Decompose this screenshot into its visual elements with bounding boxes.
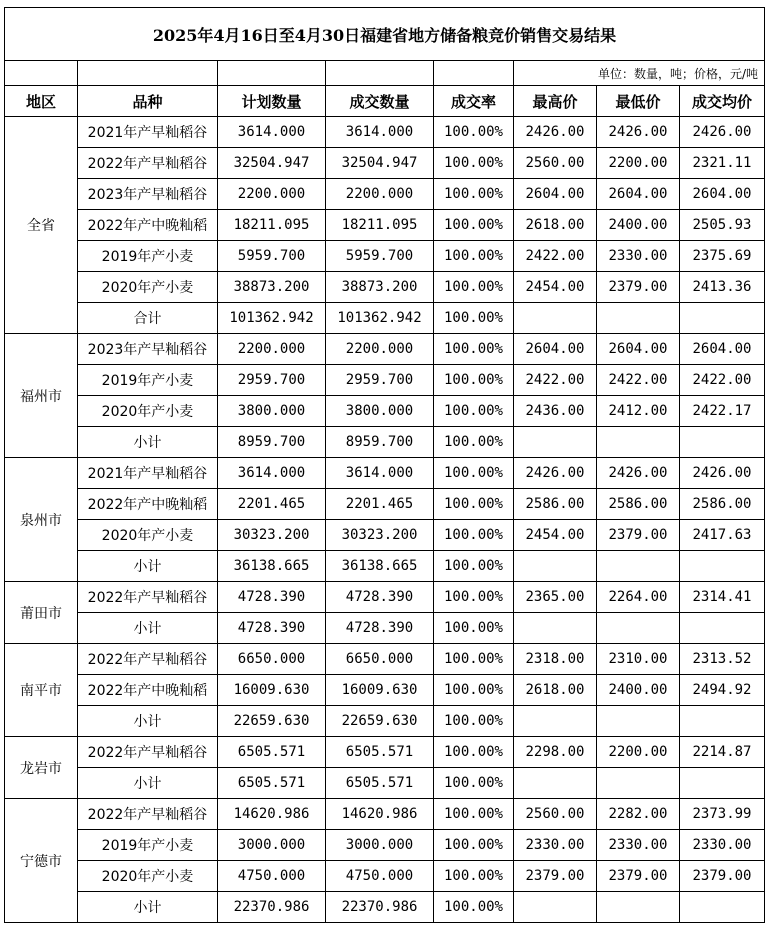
planned-qty-cell: 2200.000 xyxy=(218,179,326,210)
min-price-cell xyxy=(597,892,680,923)
deal-rate-cell: 100.00% xyxy=(434,489,514,520)
deal-qty-cell: 6650.000 xyxy=(326,644,434,675)
avg-price-cell xyxy=(680,303,765,334)
deal-rate-cell: 100.00% xyxy=(434,582,514,613)
deal-qty-cell: 3000.000 xyxy=(326,830,434,861)
avg-price-cell: 2604.00 xyxy=(680,179,765,210)
table-row xyxy=(5,148,765,179)
variety-cell: 小计 xyxy=(78,768,218,799)
min-price-cell: 2200.00 xyxy=(597,148,680,179)
min-price-cell: 2379.00 xyxy=(597,272,680,303)
deal-rate-cell: 100.00% xyxy=(434,148,514,179)
variety-cell: 2023年产早籼稻谷 xyxy=(78,334,218,365)
planned-qty-cell: 3800.000 xyxy=(218,396,326,427)
avg-price-cell xyxy=(680,551,765,582)
deal-qty-cell: 14620.986 xyxy=(326,799,434,830)
deal-qty-cell: 30323.200 xyxy=(326,520,434,551)
deal-rate-cell: 100.00% xyxy=(434,117,514,148)
min-price-cell: 2586.00 xyxy=(597,489,680,520)
deal-rate-cell: 100.00% xyxy=(434,644,514,675)
planned-qty-cell: 22659.630 xyxy=(218,706,326,737)
max-price-cell: 2560.00 xyxy=(514,148,597,179)
blank-cell xyxy=(218,61,326,86)
avg-price-cell: 2494.92 xyxy=(680,675,765,706)
min-price-cell: 2264.00 xyxy=(597,582,680,613)
deal-qty-cell: 8959.700 xyxy=(326,427,434,458)
planned-qty-cell: 14620.986 xyxy=(218,799,326,830)
deal-rate-cell: 100.00% xyxy=(434,365,514,396)
planned-qty-cell: 18211.095 xyxy=(218,210,326,241)
max-price-cell: 2426.00 xyxy=(514,117,597,148)
header-deal-qty: 成交数量 xyxy=(326,86,434,117)
avg-price-cell: 2313.52 xyxy=(680,644,765,675)
deal-rate-cell: 100.00% xyxy=(434,241,514,272)
min-price-cell xyxy=(597,768,680,799)
results-table xyxy=(4,7,765,923)
max-price-cell: 2379.00 xyxy=(514,861,597,892)
title-row xyxy=(5,8,765,61)
blank-cell xyxy=(78,61,218,86)
min-price-cell xyxy=(597,427,680,458)
planned-qty-cell: 101362.942 xyxy=(218,303,326,334)
min-price-cell: 2426.00 xyxy=(597,458,680,489)
deal-rate-cell: 100.00% xyxy=(434,334,514,365)
avg-price-cell: 2330.00 xyxy=(680,830,765,861)
max-price-cell xyxy=(514,613,597,644)
max-price-cell: 2618.00 xyxy=(514,675,597,706)
deal-rate-cell: 100.00% xyxy=(434,272,514,303)
deal-qty-cell: 3614.000 xyxy=(326,458,434,489)
table-row xyxy=(5,117,765,148)
table-row xyxy=(5,892,765,923)
min-price-cell xyxy=(597,706,680,737)
header-row xyxy=(5,86,765,117)
deal-qty-cell: 4728.390 xyxy=(326,582,434,613)
variety-cell: 2022年产早籼稻谷 xyxy=(78,582,218,613)
planned-qty-cell: 4728.390 xyxy=(218,613,326,644)
min-price-cell: 2426.00 xyxy=(597,117,680,148)
table-row xyxy=(5,737,765,768)
planned-qty-cell: 5959.700 xyxy=(218,241,326,272)
unit-note: 单位：数量，吨；价格，元/吨 xyxy=(514,61,765,86)
avg-price-cell xyxy=(680,706,765,737)
variety-cell: 2019年产小麦 xyxy=(78,241,218,272)
variety-cell: 2023年产早籼稻谷 xyxy=(78,179,218,210)
variety-cell: 2019年产小麦 xyxy=(78,365,218,396)
blank-cell xyxy=(434,61,514,86)
min-price-cell: 2310.00 xyxy=(597,644,680,675)
avg-price-cell: 2379.00 xyxy=(680,861,765,892)
header-deal-rate: 成交率 xyxy=(434,86,514,117)
header-planned-qty: 计划数量 xyxy=(218,86,326,117)
deal-rate-cell: 100.00% xyxy=(434,799,514,830)
deal-rate-cell: 100.00% xyxy=(434,179,514,210)
deal-rate-cell: 100.00% xyxy=(434,427,514,458)
blank-cell xyxy=(326,61,434,86)
min-price-cell: 2200.00 xyxy=(597,737,680,768)
deal-rate-cell: 100.00% xyxy=(434,396,514,427)
blank-cell xyxy=(5,61,78,86)
avg-price-cell: 2417.63 xyxy=(680,520,765,551)
avg-price-cell: 2422.00 xyxy=(680,365,765,396)
variety-cell: 小计 xyxy=(78,892,218,923)
min-price-cell: 2400.00 xyxy=(597,675,680,706)
deal-qty-cell: 22659.630 xyxy=(326,706,434,737)
deal-qty-cell: 2201.465 xyxy=(326,489,434,520)
min-price-cell: 2604.00 xyxy=(597,334,680,365)
deal-rate-cell: 100.00% xyxy=(434,613,514,644)
deal-qty-cell: 38873.200 xyxy=(326,272,434,303)
max-price-cell: 2422.00 xyxy=(514,241,597,272)
deal-rate-cell: 100.00% xyxy=(434,768,514,799)
deal-rate-cell: 100.00% xyxy=(434,303,514,334)
deal-qty-cell: 5959.700 xyxy=(326,241,434,272)
table-row xyxy=(5,489,765,520)
max-price-cell: 2365.00 xyxy=(514,582,597,613)
table-row xyxy=(5,179,765,210)
page-title: 2025年4月16日至4月30日福建省地方储备粮竞价销售交易结果 xyxy=(5,8,765,61)
min-price-cell xyxy=(597,613,680,644)
avg-price-cell: 2604.00 xyxy=(680,334,765,365)
table-row xyxy=(5,272,765,303)
max-price-cell xyxy=(514,303,597,334)
max-price-cell: 2436.00 xyxy=(514,396,597,427)
planned-qty-cell: 6505.571 xyxy=(218,737,326,768)
table-row xyxy=(5,675,765,706)
variety-cell: 2022年产早籼稻谷 xyxy=(78,799,218,830)
variety-cell: 2020年产小麦 xyxy=(78,861,218,892)
variety-cell: 2020年产小麦 xyxy=(78,272,218,303)
variety-cell: 2022年产中晚籼稻 xyxy=(78,210,218,241)
variety-cell: 2020年产小麦 xyxy=(78,520,218,551)
deal-qty-cell: 3614.000 xyxy=(326,117,434,148)
planned-qty-cell: 38873.200 xyxy=(218,272,326,303)
planned-qty-cell: 3614.000 xyxy=(218,117,326,148)
min-price-cell xyxy=(597,551,680,582)
variety-cell: 2022年产中晚籼稻 xyxy=(78,675,218,706)
max-price-cell: 2604.00 xyxy=(514,179,597,210)
variety-cell: 小计 xyxy=(78,551,218,582)
variety-cell: 2022年产早籼稻谷 xyxy=(78,148,218,179)
region-cell: 福州市 xyxy=(5,334,78,458)
max-price-cell: 2318.00 xyxy=(514,644,597,675)
table-row xyxy=(5,861,765,892)
planned-qty-cell: 22370.986 xyxy=(218,892,326,923)
avg-price-cell: 2426.00 xyxy=(680,458,765,489)
min-price-cell: 2400.00 xyxy=(597,210,680,241)
header-min-price: 最低价 xyxy=(597,86,680,117)
avg-price-cell xyxy=(680,892,765,923)
variety-cell: 合计 xyxy=(78,303,218,334)
min-price-cell: 2330.00 xyxy=(597,241,680,272)
min-price-cell: 2412.00 xyxy=(597,396,680,427)
table-row xyxy=(5,241,765,272)
avg-price-cell: 2314.41 xyxy=(680,582,765,613)
region-cell: 泉州市 xyxy=(5,458,78,582)
deal-qty-cell: 101362.942 xyxy=(326,303,434,334)
min-price-cell: 2379.00 xyxy=(597,520,680,551)
table-row xyxy=(5,520,765,551)
region-cell: 龙岩市 xyxy=(5,737,78,799)
max-price-cell: 2604.00 xyxy=(514,334,597,365)
table-row xyxy=(5,210,765,241)
region-cell: 莆田市 xyxy=(5,582,78,644)
region-cell: 南平市 xyxy=(5,644,78,737)
planned-qty-cell: 2959.700 xyxy=(218,365,326,396)
avg-price-cell xyxy=(680,427,765,458)
max-price-cell xyxy=(514,892,597,923)
max-price-cell: 2560.00 xyxy=(514,799,597,830)
region-cell: 全省 xyxy=(5,117,78,334)
table-row xyxy=(5,396,765,427)
variety-cell: 小计 xyxy=(78,613,218,644)
max-price-cell: 2330.00 xyxy=(514,830,597,861)
variety-cell: 2022年产早籼稻谷 xyxy=(78,737,218,768)
max-price-cell: 2454.00 xyxy=(514,272,597,303)
planned-qty-cell: 36138.665 xyxy=(218,551,326,582)
max-price-cell xyxy=(514,706,597,737)
variety-cell: 2022年产中晚籼稻 xyxy=(78,489,218,520)
deal-qty-cell: 36138.665 xyxy=(326,551,434,582)
deal-qty-cell: 4750.000 xyxy=(326,861,434,892)
min-price-cell: 2604.00 xyxy=(597,179,680,210)
table-row xyxy=(5,799,765,830)
table-row xyxy=(5,582,765,613)
deal-rate-cell: 100.00% xyxy=(434,830,514,861)
planned-qty-cell: 16009.630 xyxy=(218,675,326,706)
variety-cell: 2021年产早籼稻谷 xyxy=(78,117,218,148)
planned-qty-cell: 6650.000 xyxy=(218,644,326,675)
deal-qty-cell: 2200.000 xyxy=(326,334,434,365)
deal-qty-cell: 32504.947 xyxy=(326,148,434,179)
table-row xyxy=(5,644,765,675)
table-row xyxy=(5,830,765,861)
planned-qty-cell: 4728.390 xyxy=(218,582,326,613)
avg-price-cell: 2214.87 xyxy=(680,737,765,768)
deal-rate-cell: 100.00% xyxy=(434,210,514,241)
min-price-cell xyxy=(597,303,680,334)
deal-rate-cell: 100.00% xyxy=(434,892,514,923)
avg-price-cell: 2321.11 xyxy=(680,148,765,179)
header-region: 地区 xyxy=(5,86,78,117)
table-row xyxy=(5,365,765,396)
deal-qty-cell: 4728.390 xyxy=(326,613,434,644)
planned-qty-cell: 3000.000 xyxy=(218,830,326,861)
deal-rate-cell: 100.00% xyxy=(434,861,514,892)
unit-row xyxy=(5,61,765,86)
deal-rate-cell: 100.00% xyxy=(434,737,514,768)
table-row xyxy=(5,427,765,458)
variety-cell: 2022年产早籼稻谷 xyxy=(78,644,218,675)
header-avg-price: 成交均价 xyxy=(680,86,765,117)
variety-cell: 2019年产小麦 xyxy=(78,830,218,861)
max-price-cell: 2586.00 xyxy=(514,489,597,520)
avg-price-cell: 2373.99 xyxy=(680,799,765,830)
table-row xyxy=(5,613,765,644)
table-row xyxy=(5,303,765,334)
deal-qty-cell: 2200.000 xyxy=(326,179,434,210)
variety-cell: 2020年产小麦 xyxy=(78,396,218,427)
min-price-cell: 2422.00 xyxy=(597,365,680,396)
avg-price-cell: 2375.69 xyxy=(680,241,765,272)
variety-cell: 小计 xyxy=(78,427,218,458)
deal-qty-cell: 18211.095 xyxy=(326,210,434,241)
header-variety: 品种 xyxy=(78,86,218,117)
min-price-cell: 2330.00 xyxy=(597,830,680,861)
table-row xyxy=(5,706,765,737)
min-price-cell: 2282.00 xyxy=(597,799,680,830)
max-price-cell: 2426.00 xyxy=(514,458,597,489)
planned-qty-cell: 32504.947 xyxy=(218,148,326,179)
variety-cell: 小计 xyxy=(78,706,218,737)
max-price-cell xyxy=(514,427,597,458)
planned-qty-cell: 3614.000 xyxy=(218,458,326,489)
table-row xyxy=(5,458,765,489)
max-price-cell: 2298.00 xyxy=(514,737,597,768)
deal-rate-cell: 100.00% xyxy=(434,706,514,737)
max-price-cell xyxy=(514,768,597,799)
deal-qty-cell: 3800.000 xyxy=(326,396,434,427)
deal-rate-cell: 100.00% xyxy=(434,675,514,706)
avg-price-cell xyxy=(680,613,765,644)
deal-qty-cell: 16009.630 xyxy=(326,675,434,706)
region-cell: 宁德市 xyxy=(5,799,78,923)
avg-price-cell: 2505.93 xyxy=(680,210,765,241)
planned-qty-cell: 8959.700 xyxy=(218,427,326,458)
variety-cell: 2021年产早籼稻谷 xyxy=(78,458,218,489)
max-price-cell xyxy=(514,551,597,582)
deal-rate-cell: 100.00% xyxy=(434,551,514,582)
avg-price-cell: 2426.00 xyxy=(680,117,765,148)
max-price-cell: 2618.00 xyxy=(514,210,597,241)
avg-price-cell: 2586.00 xyxy=(680,489,765,520)
deal-rate-cell: 100.00% xyxy=(434,520,514,551)
table-row xyxy=(5,334,765,365)
min-price-cell: 2379.00 xyxy=(597,861,680,892)
table-row xyxy=(5,768,765,799)
deal-qty-cell: 2959.700 xyxy=(326,365,434,396)
deal-rate-cell: 100.00% xyxy=(434,458,514,489)
header-max-price: 最高价 xyxy=(514,86,597,117)
avg-price-cell: 2413.36 xyxy=(680,272,765,303)
avg-price-cell xyxy=(680,768,765,799)
avg-price-cell: 2422.17 xyxy=(680,396,765,427)
planned-qty-cell: 30323.200 xyxy=(218,520,326,551)
max-price-cell: 2422.00 xyxy=(514,365,597,396)
max-price-cell: 2454.00 xyxy=(514,520,597,551)
table-row xyxy=(5,551,765,582)
planned-qty-cell: 6505.571 xyxy=(218,768,326,799)
deal-qty-cell: 6505.571 xyxy=(326,768,434,799)
planned-qty-cell: 2201.465 xyxy=(218,489,326,520)
deal-qty-cell: 22370.986 xyxy=(326,892,434,923)
deal-qty-cell: 6505.571 xyxy=(326,737,434,768)
planned-qty-cell: 2200.000 xyxy=(218,334,326,365)
planned-qty-cell: 4750.000 xyxy=(218,861,326,892)
